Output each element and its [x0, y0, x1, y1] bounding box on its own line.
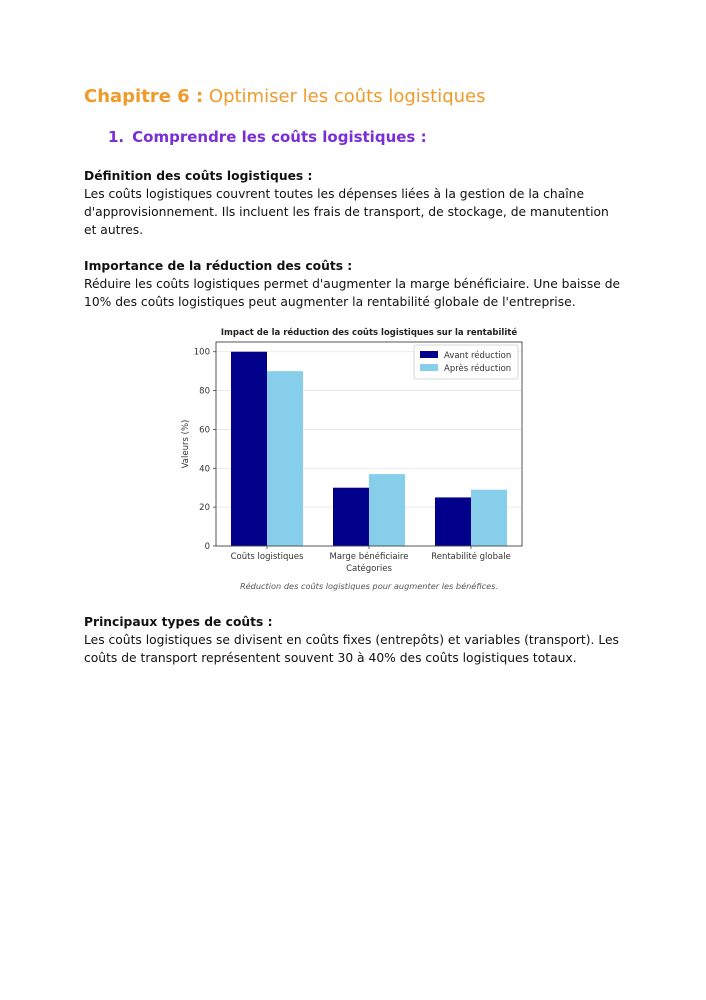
types-text: Les coûts logistiques se divisent en coûts fixes (entrepôts) et variables (transport). Les coûts de transport représentent souvent 30 à 40% des coûts logistiques totaux. — [84, 633, 619, 665]
x-tick-label: Coûts logistiques — [230, 552, 304, 562]
legend-label-avant: Avant réduction — [444, 351, 512, 361]
bar-apres-2 — [471, 490, 507, 546]
definition-text: Les coûts logistiques couvrent toutes les dépenses liées à la gestion de la chaîne d'approvisionnement. Ils incluent les frais de transport, de stockage, de manutention et autres. — [84, 187, 609, 237]
bar-apres-1 — [369, 474, 405, 546]
legend-swatch-apres — [420, 364, 438, 371]
chart-caption: Réduction des coûts logistiques pour augmenter les bénéfices. — [239, 581, 499, 591]
y-tick-label: 100 — [193, 347, 210, 358]
x-axis-label: Catégories — [346, 564, 392, 574]
types-block — [84, 613, 624, 667]
x-tick-label: Marge bénéficiaire — [329, 552, 409, 562]
bar-apres-0 — [267, 371, 303, 546]
importance-label: Importance de la réduction des coûts : — [84, 259, 353, 273]
definition-label: Définition des coûts logistiques : — [84, 169, 313, 183]
types-label: Principaux types de coûts : — [84, 615, 273, 629]
y-axis-label: Valeurs (%) — [181, 419, 191, 469]
importance-text: Réduire les coûts logistiques permet d'augmenter la marge bénéficiaire. Une baisse de 10% des coûts logistiques peut augmenter la rentabilité globale de l'entreprise. — [84, 277, 621, 309]
section-heading — [108, 128, 427, 146]
bar-chart — [172, 323, 552, 598]
chart-title: Impact de la réduction des coûts logistiques sur la rentabilité — [220, 328, 518, 338]
x-tick-label: Rentabilité globale — [431, 552, 511, 562]
y-tick-label: 80 — [199, 386, 210, 397]
y-tick-label: 60 — [199, 425, 210, 436]
bar-avant-2 — [435, 497, 471, 546]
definition-block — [84, 167, 624, 239]
bar-avant-0 — [231, 352, 267, 546]
y-tick-label: 40 — [199, 464, 210, 475]
chapter-prefix: Chapitre 6 : — [84, 86, 204, 107]
bar-avant-1 — [333, 488, 369, 546]
bar-chart-figure — [172, 323, 552, 598]
chapter-title-text: Optimiser les coûts logistiques — [208, 86, 486, 107]
chapter-title — [84, 86, 485, 107]
legend-swatch-avant — [420, 351, 438, 358]
legend-label-apres: Après réduction — [444, 364, 512, 374]
y-tick-label: 20 — [199, 503, 210, 514]
importance-block — [84, 257, 624, 311]
section-number: 1. — [108, 128, 125, 146]
section-title: Comprendre les coûts logistiques : — [132, 128, 427, 146]
y-tick-label: 0 — [204, 542, 210, 552]
